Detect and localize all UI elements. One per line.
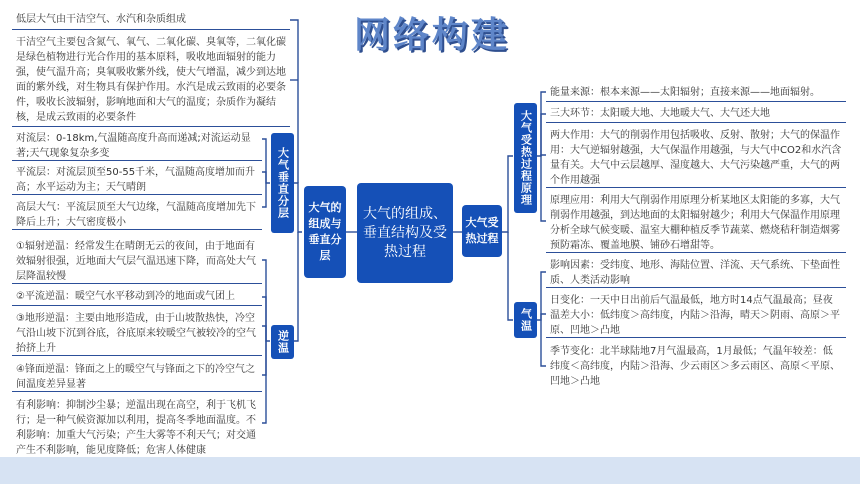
group-temperature: 气温: [514, 302, 537, 338]
group-inversion: 逆温: [271, 325, 294, 359]
energy-source: 能量来源：根本来源——太阳辐射；直接来源——地面辐射。: [546, 83, 846, 102]
three-stages: 三大环节：太阳暖大地、大地暖大气、大气还大地: [546, 104, 846, 123]
temperature-factors: 影响因素：受纬度、地形、海陆位置、洋流、天气系统、下垫面性质、人类活动影响: [546, 256, 846, 288]
upper-atmosphere: 高层大气：平流层顶至大气边缘，气温随高度增加先下降后上升；大气密度极小: [12, 198, 262, 230]
right-branch-node: [462, 205, 502, 257]
advection-inversion: ②平流逆温：暖空气水平移动到冷的地面或气团上: [12, 287, 262, 306]
frontal-inversion: ④锋面逆温：锋面之上的暖空气与锋面之下的冷空气之间温度差异显著: [12, 360, 262, 392]
principle-application: 原理应用：利用大气削弱作用原理分析某地区太阳能的多寡，大气削弱作用越强，到达地面的太阳辐射越少；利用大气保温作用原理分析全球气候变暖、温室大棚种植反季节蔬菜、燃烧秸秆制造烟雾预防霜冻、覆盖地膜、铺砂石增甜等。: [546, 191, 846, 253]
left-branch-label: 大气的组成与垂直分层: [308, 201, 342, 262]
group-heating-principle: 大气受热过程原理: [514, 103, 537, 213]
troposphere: 对流层：0-18km,气温随高度升高而递减;对流运动显著;天气现象复杂多变: [12, 129, 262, 161]
seasonal-variation: 季节变化：北半球陆地7月气温最高，1月最低；气温年较差：低纬度＜高纬度，内陆＞沿海、少云雨区＞多云雨区、高原＜平原、凹地＞凸地: [550, 346, 840, 387]
composition-summary: 低层大气由干洁空气、水汽和杂质组成: [12, 10, 290, 30]
daily-variation: 日变化：一天中日出前后气温最低，地方时14点气温最高；昼夜温差大小：低纬度＞高纬度，内陆＞沿海，晴天＞阴雨、高原＞平原、凹地＞凸地: [546, 291, 846, 338]
radiation-inversion: ①辐射逆温：经常发生在晴朗无云的夜间，由于地面有效辐射很强，近地面大气层气温迅速下降，而高处大气层降温较慢: [12, 237, 262, 284]
dry-air-description: 干洁空气主要包含氮气、氧气、二氧化碳、臭氧等，二氧化碳是绿色植物进行光合作用的基本原料，吸收地面辐射的能力强，使气温升高；臭氧吸收紫外线，使大气增温，减少到达地面的紫外线，对生物具有保护作用。水汽是成云致雨的必要条件，吸收长波辐射，影响地面和大气的温度；杂质作为凝结核，是成云致雨的必要条件: [12, 33, 290, 127]
right-branch-label: 大气受热过程: [465, 216, 499, 245]
group-vertical-layers: 大气垂直分层: [271, 133, 294, 233]
terrain-inversion: ③地形逆温：主要由地形造成，由于山坡散热快，冷空气沿山坡下沉到谷底，谷底原来较暖空气被较冷的空气抬挤上升: [12, 309, 262, 356]
page-title: 网络构建: [353, 15, 510, 56]
footer-band: [0, 457, 860, 484]
two-effects: 两大作用：大气的削弱作用包括吸收、反射、散射；大气的保温作用：大气逆辐射越强，大气保温作用越强，与大气中CO2和水汽含量有关。大气中云层越厚、湿度越大、大气污染越严重，大气的两个作用越强: [546, 126, 846, 188]
center-node: [357, 183, 453, 283]
inversion-impacts: 有利影响：抑制沙尘暴；逆温出现在高空，利于飞机飞行；是一种气候资源加以利用，提高冬季地面温度。不利影响：加重大气污染；产生大雾等不利天气；对交通产生不利影响，能见度降低；危害人体健康: [16, 400, 256, 456]
stratosphere: 平流层：对流层顶至50-55千米，气温随高度增加而升高；水平运动为主；天气晴朗: [12, 163, 262, 195]
left-branch-node: [304, 186, 346, 278]
center-node-label: 大气的组成、垂直结构及受热过程: [363, 205, 447, 260]
